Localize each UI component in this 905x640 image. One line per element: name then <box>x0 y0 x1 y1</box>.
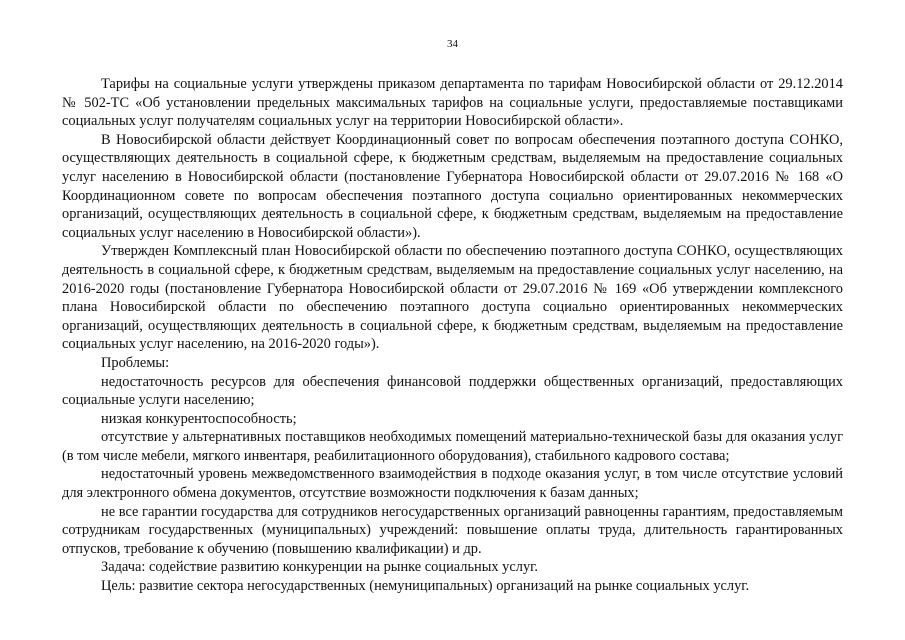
problem-item-resources: недостаточность ресурсов для обеспечения финансовой поддержки общественных организаций, предоставляющих социальные услуги населению; <box>62 373 843 409</box>
problem-item-interagency: недостаточный уровень межведомственного взаимодействия в подходе оказания услуг, в том числе отсутствие условий для электронного обмена документов, отсутствие возможности подключения к базам данных; <box>62 466 843 502</box>
document-body <box>62 75 843 596</box>
problems-heading: Проблемы: <box>101 354 170 371</box>
task-statement: Задача: содействие развитию конкуренции на рынке социальных услуг. <box>101 559 539 576</box>
paragraph-comprehensive-plan: Утвержден Комплексный план Новосибирской области по обеспечению поэтапного доступа СОНКО, осуществляющих деятельность в социальной сфере, к бюджетным средствам, выделяемым на предоставление социальных услуг населению, на 2016-2020 годы (постановление Губернатора Новосибирской области от 29.07.2016 № 169 «Об утверждении комплексного плана Новосибирской области по обеспечению поэтапного доступа социально ориентированных некоммерческих организаций, осуществляющих деятельность в социальной сфере, к бюджетным средствам, выделяемым на предоставление социальных услуг населению, на 2016-2020 годы»). <box>62 243 843 353</box>
paragraph-coordination-council: В Новосибирской области действует Координационный совет по вопросам обеспечения поэтапного доступа СОНКО, осуществляющих деятельность в социальной сфере, к бюджетным средствам, выделяемым на предоставление социальных услуг населению в Новосибирской области (постановление Губернатора Новосибирской области от 29.07.2016 № 168 «О Координационном совете по вопросам обеспечения поэтапного доступа социально ориентированных некоммерческих организаций, осуществляющих деятельность в социальной сфере, к бюджетным средствам, выделяемым на предоставление социальных услуг населению в Новосибирской области»). <box>62 131 843 241</box>
problem-item-guarantees: не все гарантии государства для сотрудников негосударственных организаций равноценны гарантиям, предоставляемым сотрудникам государственных (муниципальных) учреждений: повышение оплаты труда, длительность гарантированных отпусков, требование к обучению (повышению квалификации) и др. <box>62 503 843 557</box>
problem-item-competitiveness: низкая конкурентоспособность; <box>101 410 297 427</box>
goal-statement: Цель: развитие сектора негосударственных (немуниципальных) организаций на рынке социальных услуг. <box>101 578 750 595</box>
paragraph-tariffs: Тарифы на социальные услуги утверждены приказом департамента по тарифам Новосибирской области от 29.12.2014 № 502-ТС «Об установлении предельных максимальных тарифов на социальные услуги, предоставляемые поставщиками социальных услуг получателям социальных услуг на территории Новосибирской области». <box>62 76 843 130</box>
problem-item-premises: отсутствие у альтернативных поставщиков необходимых помещений материально-технической базы для оказания услуг (в том числе мебели, мягкого инвентаря, реабилитационного оборудования), стабильного кадрового состава; <box>62 429 843 464</box>
page-number: 34 <box>447 38 458 50</box>
